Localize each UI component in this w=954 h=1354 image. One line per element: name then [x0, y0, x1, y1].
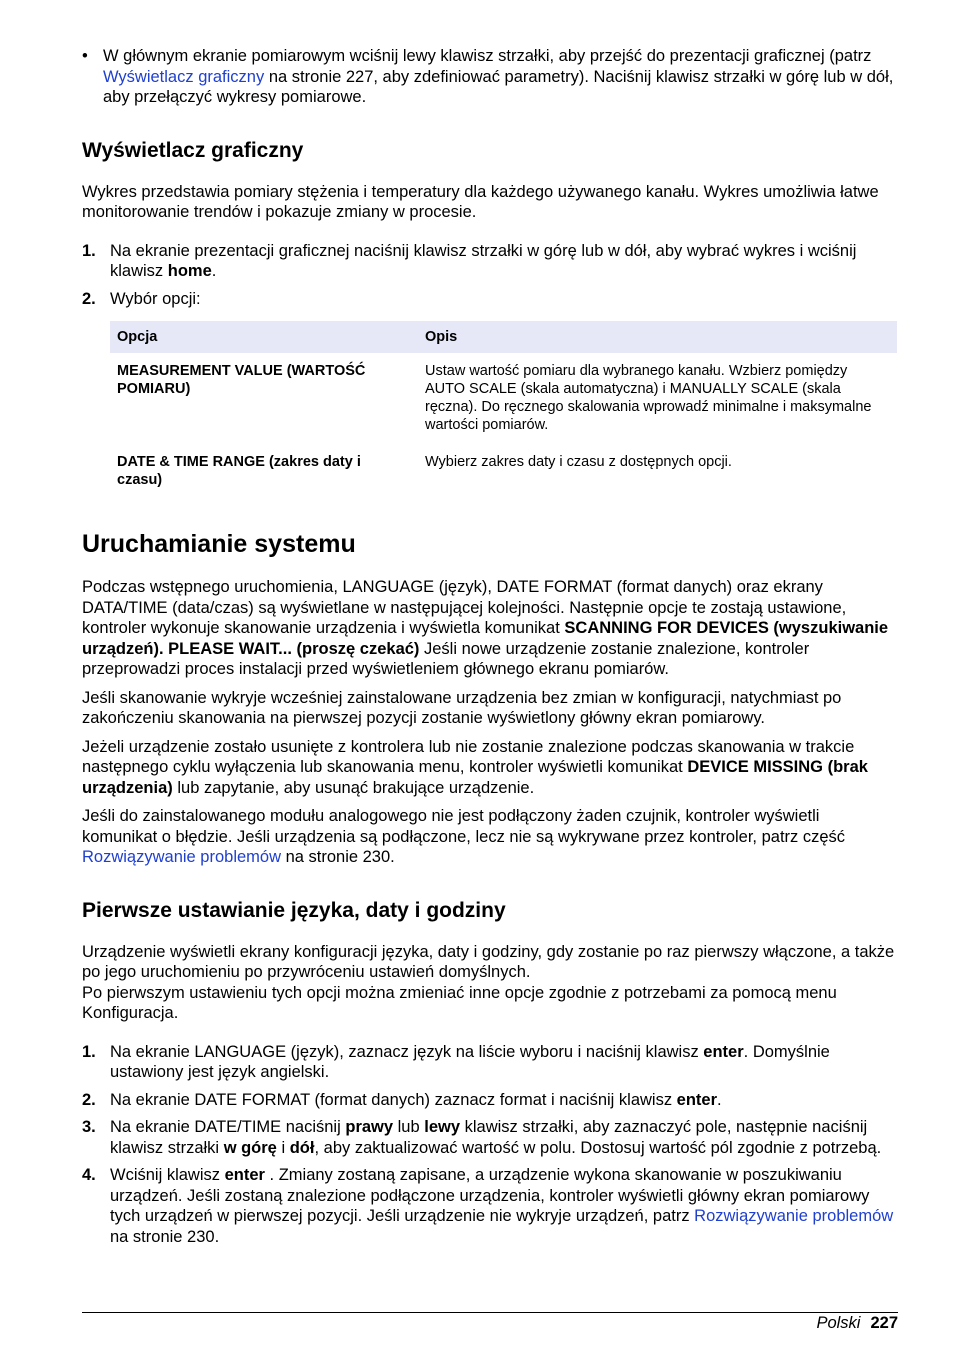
option-name: DATE & TIME RANGE (zakres daty i czasu): [117, 454, 361, 488]
table-row: [110, 444, 897, 499]
page-number: 227: [870, 1314, 898, 1332]
graph-display-heading: Wyświetlacz graficzny: [82, 138, 304, 162]
startup-paragraph-3: Jeżeli urządzenie zostało usunięte z kontrolera lub nie zostanie znalezione podczas skanowania w trakcie następnego cyklu wyłączenia lub skanowania menu, kontroler wyświetli komunikat DEVICE MISSING (brak urządzenia) lub zapytanie, aby usunąć brakujące urządzenie.: [82, 737, 868, 797]
startup-paragraph-4: Jeśli do zainstalowanego modułu analogowego nie jest podłączony żaden czujnik, kontroler wyświetli komunikat o błędzie. Jeśli urządzenia są podłączone, lecz nie są wykrywane przez kontroler, patrz część Rozwiązywanie problemów na stronie 230.: [82, 807, 846, 866]
page-content: [82, 46, 898, 1254]
graph-steps-list: [82, 241, 898, 310]
startup-paragraph-2: Jeśli skanowanie wykryje wcześniej zainstalowane urządzenia bez zmian w konfiguracji, natychmiast po zakończeniu skanowania na pierwszej pozycji zostanie wyświetlony główny ekran pomiarowy.: [82, 688, 842, 727]
first-setup-paragraph: Urządzenie wyświetli ekrany konfiguracji języka, daty i godziny, gdy zostanie po raz pierwszy włączone, a także po jego uruchomieniu po przywróceniu ustawień domyślnych. Po pierwszym ustawieniu tych opcji można zmieniać inne opcje zgodnie z potrzebami za pomocą menu Konfiguracja.: [82, 942, 895, 1022]
intro-bullet: • W głównym ekranie pomiarowym wciśnij lewy klawisz strzałki, aby przejść do prezentacji graficznej (patrz Wyświetlacz graficzny na stronie 227, aby zdefiniować parametry). Naciśnij klawisz strzałki w górę lub w dół, aby przełączyć wykresy pomiarowe.: [82, 46, 898, 108]
startup-heading: Uruchamianie systemu: [82, 530, 356, 558]
setup-step-2: 2. Na ekranie DATE FORMAT (format danych) zaznacz format i naciśnij klawisz enter.: [82, 1090, 722, 1109]
page-footer: [82, 1312, 898, 1332]
options-table: [110, 321, 897, 499]
troubleshooting-link[interactable]: Rozwiązywanie problemów: [694, 1207, 894, 1225]
graph-display-link[interactable]: Wyświetlacz graficzny: [103, 67, 265, 86]
troubleshooting-link[interactable]: Rozwiązywanie problemów: [82, 848, 281, 866]
footer-language: Polski: [816, 1314, 861, 1332]
header-option: Opcja: [110, 321, 418, 353]
table-row: [110, 353, 897, 444]
option-name: MEASUREMENT VALUE (WARTOŚĆ POMIARU): [117, 363, 366, 397]
options-table-header: [110, 321, 897, 353]
setup-step-1: 1. Na ekranie LANGUAGE (język), zaznacz język na liście wyboru i naciśnij klawisz enter. Domyślnie ustawiony jest język angielski.: [82, 1042, 830, 1081]
option-description: Wybierz zakres daty i czasu z dostępnych opcji.: [425, 454, 732, 470]
startup-paragraph-1: Podczas wstępnego uruchomienia, LANGUAGE (język), DATE FORMAT (format danych) oraz ekrany DATA/TIME (data/czas) są wyświetlane w następującej kolejności. Następnie opcje te zostają ustawione, kontroler wykonuje skanowanie urządzenia i wyświetla komunikat SCANNING FOR DEVICES (wyszukiwanie urządzeń). PLEASE WAIT... (proszę czekać) Jeśli nowe urządzenie zostanie znalezione, kontroler przeprowadzi proces instalacji przed wyświetleniem głównego ekranu pomiarów.: [82, 578, 889, 678]
graph-display-description: Wykres przedstawia pomiary stężenia i temperatury dla każdego używanego kanału. Wykres umożliwia łatwe monitorowanie trendów i pokazuje zmiany w procesie.: [82, 182, 879, 221]
graph-step-2: 2. Wybór opcji:: [82, 289, 201, 308]
option-description: Ustaw wartość pomiaru dla wybranego kanału. Wzbierz pomiędzy AUTO SCALE (skala automatyczna) i MANUALLY SCALE (skala ręczna). Do ręcznego skalowania wprowadź minimalne i maksymalne wartości pomiarów.: [425, 363, 872, 433]
header-description: Opis: [418, 321, 897, 353]
setup-step-4: 4. Wciśnij klawisz enter . Zmiany zostaną zapisane, a urządzenie wykona skanowanie w poszukiwaniu urządzeń. Jeśli zostaną znalezione podłączone urządzenia, kontroler wyświetli główny ekran pomiarowy tych urządzeń w pierwszej pozycji. Jeśli urządzenie nie wykryje urządzeń, patrz Rozwiązywanie problemów na stronie 230.: [82, 1166, 894, 1246]
setup-step-3: 3. Na ekranie DATE/TIME naciśnij prawy lub lewy klawisz strzałki, aby zaznaczyć pole, następnie naciśnij klawisz strzałki w górę i dół, aby zaktualizować wartość w polu. Dostosuj wartość pól zgodnie z potrzebą.: [82, 1118, 882, 1157]
graph-step-1: 1. Na ekranie prezentacji graficznej naciśnij klawisz strzałki w górę lub w dół, aby wybrać wykres i wciśnij klawisz home.: [82, 241, 857, 280]
footer-info: [816, 1313, 898, 1334]
first-setup-heading: Pierwsze ustawianie języka, daty i godziny: [82, 898, 506, 922]
setup-steps-list: [82, 1042, 898, 1248]
